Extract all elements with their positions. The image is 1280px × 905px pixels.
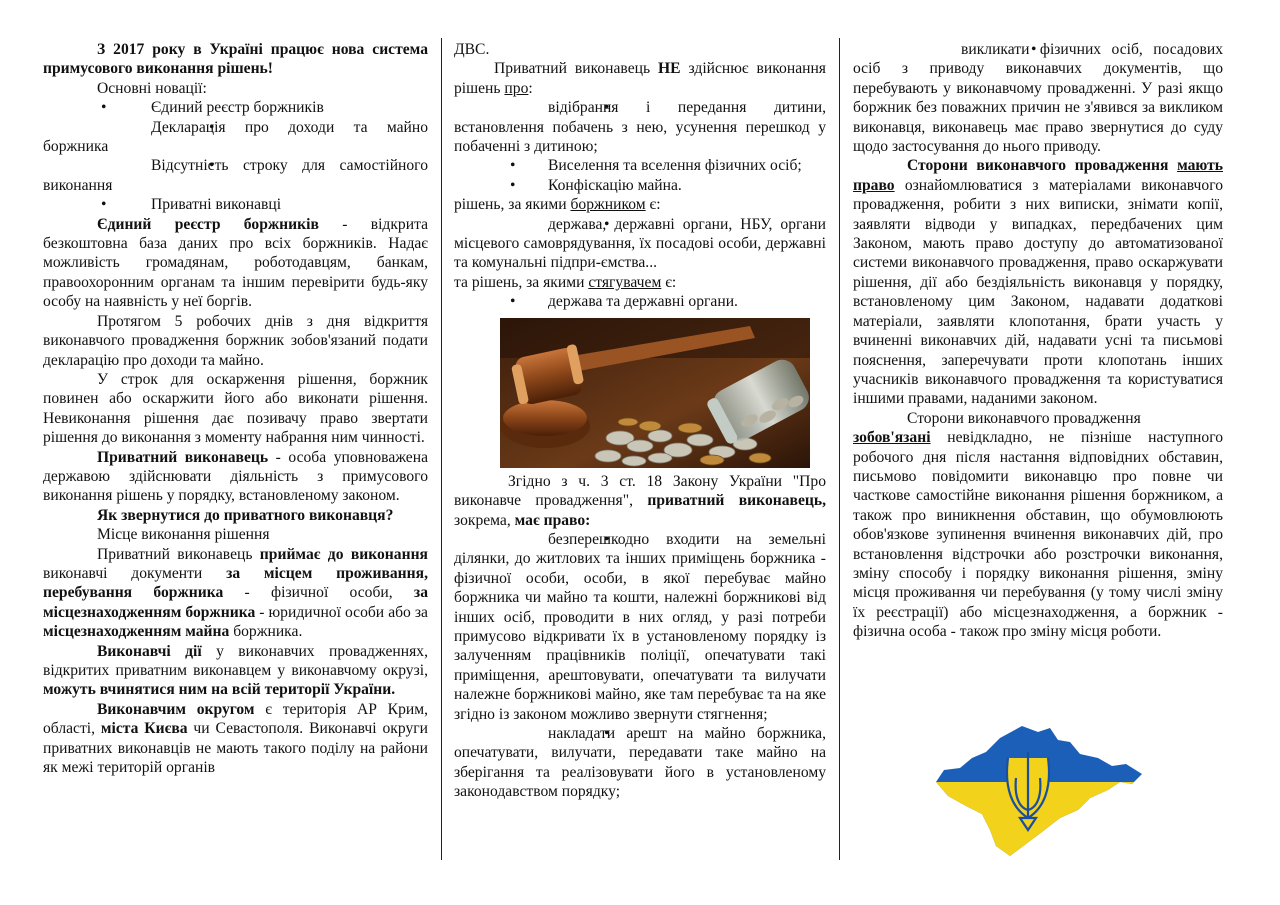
crimea-map-trident-icon bbox=[930, 718, 1145, 858]
declaration-paragraph: Протягом 5 робочих днів з дня відкриття виконавчого провадження боржник зобов'язаний подати декларацію про доходи та майно. bbox=[43, 312, 428, 369]
law-paragraph: Згідно з ч. 3 ст. 18 Закону України "Про виконавче провадження", приватний виконавець, зокрема, має право: bbox=[454, 472, 826, 529]
summon-item: • викликати фізичних осіб, посадових осіб з приводу виконавчих документів, що перебувають у виконавчому провадженні. У разі якщо боржник без поважних причин не з'явився за викликом виконавця, виконавець має право звернутися до суду щодо застосування до нього приводу. bbox=[853, 40, 1223, 156]
news-label: Основні новації: bbox=[97, 79, 207, 97]
parties-rights-paragraph: Сторони виконавчого провадження мають право ознайомлюватися з матеріалами виконавчого провадження, робити з них виписки, знімати копії, заявляти відводи у випадках, передбачених цим Законом, мають право доступу до автоматизованої системи виконавчого провадження, право оскаржувати рішення, дії або бездіяльність виконавця у порядку, встановленому цим Законом, надавати додаткові матеріали, заявляти клопотання, брати участь у вчиненні виконавчих дій, надавати усні та письмові пояснення, заперечувати проти клопотань інших учасників виконавчого провадження та користуватися іншими правами, наданими законом. bbox=[853, 157, 1223, 408]
main-heading: З 2017 року в Україні працює нова система примусового виконання рішень! bbox=[43, 41, 428, 78]
column-2 bbox=[454, 40, 826, 802]
column-divider-2 bbox=[839, 38, 840, 860]
not-executes-item: • відібрання і передання дитини, встановлення побачень з нею, усунення перешкод у побаченні з дитиною; bbox=[454, 98, 826, 156]
district-paragraph: Виконавчим округом є територія АР Крим, області, міста Києва чи Севастополя. Виконавчі округи приватних виконавців не мають такого поділу на райони як межі територій органів bbox=[43, 700, 428, 777]
parties-obligations-paragraph: зобов'язані невідкладно, не пізніше наступного робочого дня після настання відповідних обставин, письмово повідомити виконавцю про повне чи часткове самостійне виконання рішення боржником, а також про виникнення обставин, що обумовлюють обов'язкове зупинення вчинення виконавчих дій, про встановлення відстрочки або розстрочки виконання, зміну способу і порядку виконання рішення, зміну місця проживання чи перебування (у тому числі зміну їх реєстрації) або місцезнаходження, а боржник - фізична особа - також про зміну місця роботи. bbox=[853, 429, 1223, 641]
place-label: Місце виконання рішення bbox=[97, 526, 270, 544]
news-item: • Єдиний реєстр боржників bbox=[43, 98, 428, 117]
private-executor-paragraph: Приватний виконавець - особа уповноважена державою здійснювати діяльність з примусового виконання рішень у порядку, встановленому законом. bbox=[43, 448, 428, 505]
news-item: • Декларація про доходи та майно боржника bbox=[43, 118, 428, 157]
not-executes-item: • Виселення та вселення фізичних осіб; bbox=[454, 156, 826, 175]
collector-item: • держава та державні органи. bbox=[454, 292, 826, 311]
news-item: • Приватні виконавці bbox=[43, 195, 428, 214]
accepts-paragraph: Приватний виконавець приймає до виконання виконавчі документи за місцем проживання, перебування боржника - фізичної особи, за місцезнаходженням боржника - юридичної особи або за місцезнаходженням майна боржника. bbox=[43, 545, 428, 641]
collector-label: та рішень, за якими стягувачем є: bbox=[454, 273, 677, 291]
not-executes-item: • Конфіскацію майна. bbox=[454, 176, 826, 195]
registry-paragraph: Єдиний реєстр боржників - відкрита безкоштовна база даних про всіх боржників. Надає можливість громадянам, роботодавцям, банкам, правоохоронним органам та іншим перевірити будь-яку особу на наявність у неї боргів. bbox=[43, 215, 428, 311]
column-3 bbox=[853, 40, 1223, 642]
column-divider-1 bbox=[441, 38, 442, 860]
appeal-paragraph: У строк для оскарження рішення, боржник повинен або оскаржити його або виконати рішення. Невиконання рішення дає позивачу право звертати рішення до виконання з моменту набрання ним чинності. bbox=[43, 370, 428, 447]
column-1 bbox=[43, 40, 428, 777]
parties-obligations-heading: Сторони виконавчого провадження bbox=[907, 409, 1141, 427]
news-item: • Відсутність строку для самостійного виконання bbox=[43, 156, 428, 195]
right-item: • накладати арешт на майно боржника, опечатувати, вилучати, передавати таке майно на зберігання та реалізовувати його в установленому законодавством порядку; bbox=[454, 724, 826, 802]
not-executes-paragraph: Приватний виконавець НЕ здійснює виконання рішень про: bbox=[454, 60, 826, 97]
continued-text: ДВС. bbox=[454, 41, 490, 58]
right-item: • безперешкодно входити на земельні ділянки, до житлових та інших приміщень боржника - фізичної особи, особи, в якої перебуває майно боржника чи майно та кошти, належні боржникові від інших осіб, проводити в них огляд, у разі потреби примусово відкривати їх в установленому порядку із залученням працівників поліції, опечатувати такі приміщення, арештовувати, опечатувати та вилучати належне боржникові майно, яке там перебуває та на яке згідно із законом можливо звернути стягнення; bbox=[454, 530, 826, 724]
debtor-item: • держава, державні органи, НБУ, органи місцевого самоврядування, їх посадові особи, державні та комунальні підпри-ємства... bbox=[454, 215, 826, 273]
gavel-and-coins-photo bbox=[500, 318, 810, 468]
how-to-heading: Як звернутися до приватного виконавця? bbox=[97, 506, 394, 524]
actions-paragraph: Виконавчі дії у виконавчих провадженнях, відкритих приватним виконавцем у виконавчому окрузі, можуть вчинятися ним на всій території України. bbox=[43, 642, 428, 699]
debtor-label: рішень, за якими боржником є: bbox=[454, 196, 661, 214]
